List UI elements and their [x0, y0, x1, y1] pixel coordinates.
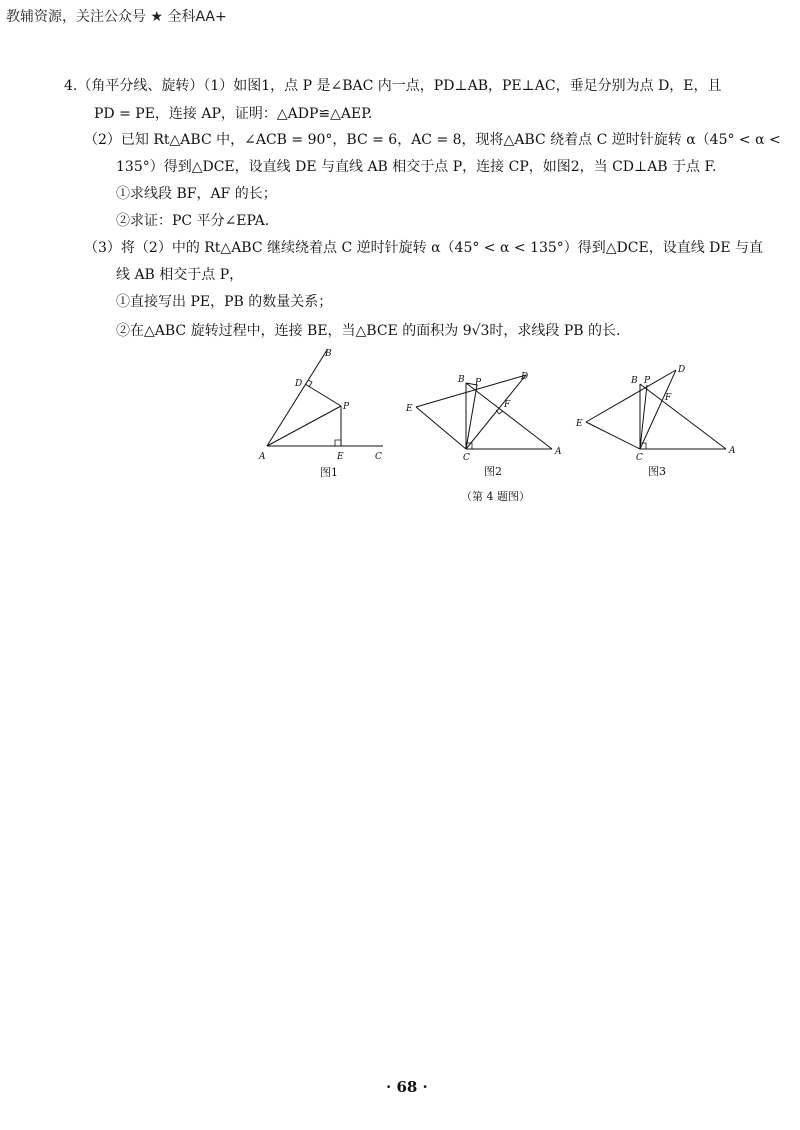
fig2-label-C: C — [463, 453, 470, 463]
fig3-label-F: F — [665, 393, 672, 403]
fig1-label-P: P — [343, 402, 350, 412]
problem-line-2: PD = PE，连接 AP，证明：△ADP≌△AEP. — [94, 106, 373, 122]
fig1-label-E: E — [337, 452, 344, 462]
fig2-label-D: D — [521, 372, 529, 382]
fig3-label-D: D — [678, 365, 686, 375]
problem-line-4: 135°）得到△DCE，设直线 DE 与直线 AB 相交于点 P，连接 CP，如图2，当 CD⊥AB 于点 F. — [116, 159, 717, 175]
fig3-label-P: P — [644, 376, 651, 386]
fig3-label-A: A — [729, 446, 736, 456]
figure-1 — [255, 344, 395, 479]
problem-line-7: （3）将（2）中的 Rt△ABC 继续绕着点 C 逆时针旋转 α（45° < α < 135°）得到△DCE，设直线 DE 与直 — [84, 240, 764, 256]
fig3-label-B: B — [631, 376, 638, 386]
fig2-label-B: B — [458, 375, 465, 385]
figure-2-caption: 图2 — [484, 465, 502, 478]
problem-line-3: （2）已知 Rt△ABC 中，∠ACB = 90°，BC = 6，AC = 8，现将△ABC 绕着点 C 逆时针旋转 α（45° < α < — [84, 132, 781, 148]
fig1-label-D: D — [295, 379, 303, 389]
problem-line-8: 线 AB 相交于点 P， — [116, 267, 244, 283]
problem-line-5: ①求线段 BF，AF 的长； — [116, 186, 277, 202]
problem-line-10: ②在△ABC 旋转过程中，连接 BE，当△BCE 的面积为 9√3时，求线段 PB 的长. — [116, 323, 621, 339]
fig1-label-C: C — [375, 452, 382, 462]
fig2-label-F: F — [504, 400, 511, 410]
fig3-label-C: C — [636, 453, 643, 463]
fig1-label-B: B — [325, 349, 332, 359]
page-number: · 68 · — [386, 1078, 428, 1096]
figure-1-caption: 图1 — [320, 466, 338, 479]
fig3-label-E: E — [576, 419, 583, 429]
figure-group-caption: （第 4 题图） — [461, 490, 530, 503]
figure-3 — [570, 360, 745, 465]
figure-3-caption: 图3 — [648, 465, 666, 478]
fig1-label-A: A — [259, 452, 266, 462]
problem-line-9: ①直接写出 PE，PB 的数量关系； — [116, 294, 333, 310]
figure-2 — [400, 365, 575, 465]
fig2-label-A: A — [555, 447, 562, 457]
problem-line-1: 4.（角平分线、旋转）（1）如图1，点 P 是∠BAC 内一点，PD⊥AB，PE⊥AC，垂足分别为点 D，E，且 — [64, 78, 722, 94]
watermark-text: 教辅资源，关注公众号 ★ 全科AA+ — [6, 9, 227, 25]
fig2-label-P: P — [475, 378, 482, 388]
problem-line-6: ②求证：PC 平分∠EPA. — [116, 213, 270, 229]
fig2-label-E: E — [406, 404, 413, 414]
